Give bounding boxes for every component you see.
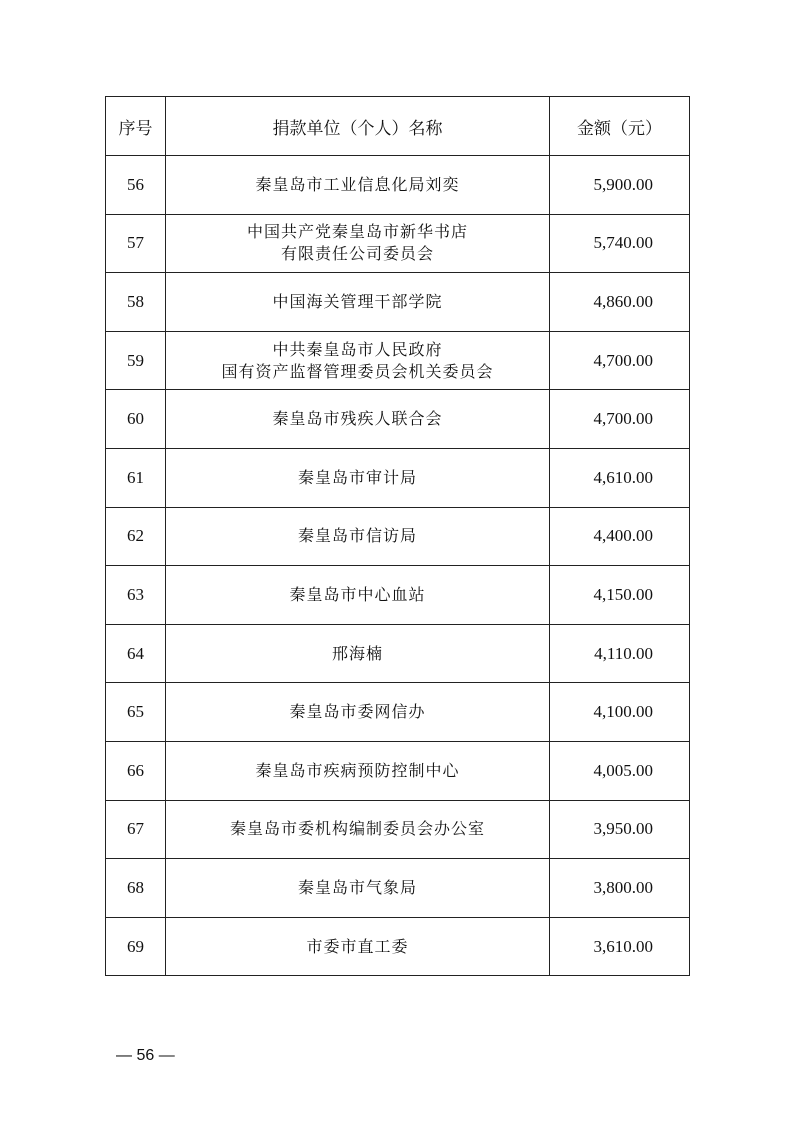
row-amount: 3,800.00 <box>550 859 690 918</box>
row-amount: 5,740.00 <box>550 214 690 273</box>
row-seq: 56 <box>106 156 166 215</box>
table-row <box>106 624 690 683</box>
row-seq: 68 <box>106 859 166 918</box>
table-row <box>106 156 690 215</box>
row-seq: 64 <box>106 624 166 683</box>
donor-name-line: 市委市直工委 <box>306 936 409 956</box>
table-row <box>106 741 690 800</box>
row-seq: 62 <box>106 507 166 566</box>
row-amount: 4,610.00 <box>550 448 690 507</box>
table-row <box>106 800 690 859</box>
donor-name-line: 国有资产监督管理委员会机关委员会 <box>221 361 494 381</box>
row-seq: 67 <box>106 800 166 859</box>
donor-name-line: 秦皇岛市残疾人联合会 <box>272 409 443 429</box>
donation-table <box>105 96 690 976</box>
row-seq: 61 <box>106 448 166 507</box>
row-donor-name <box>166 624 550 683</box>
row-amount: 4,005.00 <box>550 741 690 800</box>
table-row <box>106 448 690 507</box>
header-seq: 序号 <box>106 97 166 156</box>
table-row <box>106 507 690 566</box>
table-row <box>106 683 690 742</box>
table-row <box>106 859 690 918</box>
row-donor-name <box>166 156 550 215</box>
row-amount: 4,110.00 <box>550 624 690 683</box>
row-seq: 60 <box>106 390 166 449</box>
donor-name-line: 秦皇岛市工业信息化局刘奕 <box>255 174 460 194</box>
row-seq: 69 <box>106 917 166 976</box>
row-donor-name <box>166 273 550 332</box>
row-amount: 4,150.00 <box>550 566 690 625</box>
donor-name-line: 中共秦皇岛市人民政府 <box>272 339 443 359</box>
table-row <box>106 917 690 976</box>
row-donor-name <box>166 859 550 918</box>
donor-name-line: 中国海关管理干部学院 <box>272 291 443 311</box>
row-amount: 3,610.00 <box>550 917 690 976</box>
donor-name-line: 邢海楠 <box>331 643 383 663</box>
row-donor-name <box>166 917 550 976</box>
row-seq: 59 <box>106 331 166 390</box>
row-seq: 65 <box>106 683 166 742</box>
table-header-row <box>106 97 690 156</box>
row-seq: 57 <box>106 214 166 273</box>
donor-name-line: 有限责任公司委员会 <box>280 244 434 264</box>
row-amount: 4,100.00 <box>550 683 690 742</box>
row-donor-name <box>166 741 550 800</box>
donor-name-line: 秦皇岛市疾病预防控制中心 <box>255 760 460 780</box>
row-seq: 66 <box>106 741 166 800</box>
table-row <box>106 566 690 625</box>
row-amount: 3,950.00 <box>550 800 690 859</box>
table-body <box>106 156 690 976</box>
table-row <box>106 390 690 449</box>
header-name: 捐款单位（个人）名称 <box>166 97 550 156</box>
donor-name-line: 中国共产党秦皇岛市新华书店 <box>246 222 468 242</box>
donor-name-line: 秦皇岛市信访局 <box>297 526 417 546</box>
row-donor-name <box>166 331 550 390</box>
row-donor-name <box>166 390 550 449</box>
row-amount: 5,900.00 <box>550 156 690 215</box>
donor-name-line: 秦皇岛市审计局 <box>297 467 417 487</box>
header-amount: 金额（元） <box>550 97 690 156</box>
table-row <box>106 214 690 273</box>
row-amount: 4,400.00 <box>550 507 690 566</box>
row-donor-name <box>166 507 550 566</box>
row-seq: 58 <box>106 273 166 332</box>
row-donor-name <box>166 683 550 742</box>
page-number: — 56 — <box>116 1047 175 1064</box>
row-amount: 4,700.00 <box>550 331 690 390</box>
table-row <box>106 273 690 332</box>
row-donor-name <box>166 566 550 625</box>
donor-name-line: 秦皇岛市气象局 <box>297 877 417 897</box>
row-amount: 4,860.00 <box>550 273 690 332</box>
row-donor-name <box>166 800 550 859</box>
donor-name-line: 秦皇岛市中心血站 <box>289 584 426 604</box>
row-seq: 63 <box>106 566 166 625</box>
row-donor-name <box>166 214 550 273</box>
row-donor-name <box>166 448 550 507</box>
donor-name-line: 秦皇岛市委机构编制委员会办公室 <box>229 819 485 839</box>
row-amount: 4,700.00 <box>550 390 690 449</box>
table-row <box>106 331 690 390</box>
donor-name-line: 秦皇岛市委网信办 <box>289 702 426 722</box>
